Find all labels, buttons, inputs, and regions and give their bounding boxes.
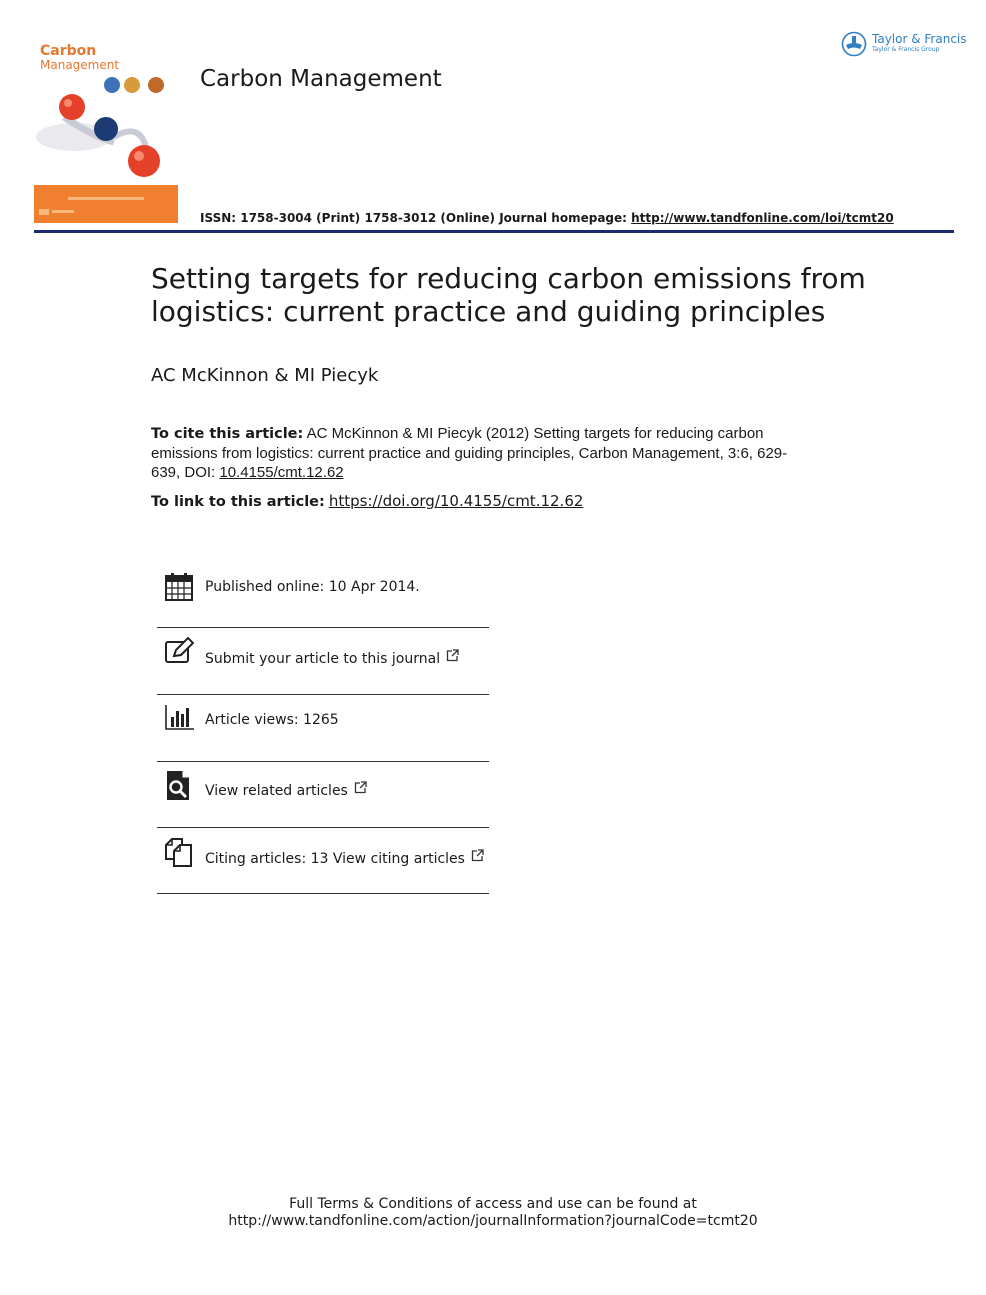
citing-articles-row[interactable] xyxy=(157,836,489,886)
edit-icon xyxy=(164,637,194,667)
info-divider xyxy=(157,761,489,762)
cite-text: AC McKinnon & MI Piecyk (2012) Setting targets for reducing carbon emissions from logistics: current practice and guiding principles, Carbon Management, 3:6, 629-639, DOI: xyxy=(151,425,788,481)
citing-articles-link[interactable] xyxy=(205,849,484,867)
article-views-row xyxy=(157,703,489,753)
info-divider xyxy=(157,893,489,894)
citing-articles-text: Citing articles: 13 View citing articles xyxy=(205,851,465,867)
header-rule xyxy=(34,230,954,233)
submit-article-row[interactable] xyxy=(157,636,489,686)
issn-text: ISSN: 1758-3004 (Print) 1758-3012 (Online) Journal homepage: xyxy=(200,211,632,225)
related-articles-link[interactable] xyxy=(205,781,367,799)
journal-cover xyxy=(34,41,178,223)
article-views-text: Article views: 1265 xyxy=(205,712,339,728)
search-document-icon xyxy=(164,770,194,800)
published-online-text: Published online: 10 Apr 2014. xyxy=(205,579,420,595)
cover-title-line2: Management xyxy=(40,58,120,72)
publisher-subtitle: Taylor & Francis Group xyxy=(872,46,940,53)
external-link-icon xyxy=(471,849,484,862)
cite-doi-link[interactable]: 10.4155/cmt.12.62 xyxy=(219,464,344,481)
related-articles-text: View related articles xyxy=(205,783,348,799)
molecule-illustration xyxy=(34,77,178,187)
related-articles-row[interactable] xyxy=(157,770,489,820)
info-divider xyxy=(157,627,489,628)
terms-url[interactable]: http://www.tandfonline.com/action/journalInformation?journalCode=tcmt20 xyxy=(228,1213,758,1229)
issn-line xyxy=(200,211,894,225)
calendar-icon xyxy=(164,572,194,602)
cover-title-line1: Carbon xyxy=(40,43,97,59)
external-link-icon xyxy=(446,649,459,662)
publisher-name: Taylor & Francis xyxy=(872,32,967,46)
journal-title[interactable]: Carbon Management xyxy=(200,66,442,92)
article-title: Setting targets for reducing carbon emissions from logistics: current practice and guiding principles xyxy=(151,262,866,328)
submit-article-link[interactable] xyxy=(205,649,459,667)
published-online-row xyxy=(157,570,489,610)
external-link-icon xyxy=(354,781,367,794)
cover-band xyxy=(34,185,178,223)
article-link-line xyxy=(151,492,583,510)
link-label: To link to this article: xyxy=(151,494,325,510)
publisher-logo[interactable] xyxy=(841,30,967,58)
article-authors[interactable]: AC McKinnon & MI Piecyk xyxy=(151,365,379,386)
article-doi-link[interactable]: https://doi.org/10.4155/cmt.12.62 xyxy=(328,492,584,510)
info-divider xyxy=(157,827,489,828)
terms-line: Full Terms & Conditions of access and use can be found at xyxy=(289,1196,697,1212)
cite-label: To cite this article: xyxy=(151,426,304,442)
citing-articles-icon xyxy=(164,837,194,867)
terms-footer xyxy=(0,1196,986,1230)
info-divider xyxy=(157,694,489,695)
citation-block xyxy=(151,424,801,482)
bar-chart-icon xyxy=(164,703,194,733)
taylor-francis-icon xyxy=(841,30,869,58)
submit-article-text: Submit your article to this journal xyxy=(205,651,441,667)
journal-homepage-link[interactable]: http://www.tandfonline.com/loi/tcmt20 xyxy=(631,211,894,225)
